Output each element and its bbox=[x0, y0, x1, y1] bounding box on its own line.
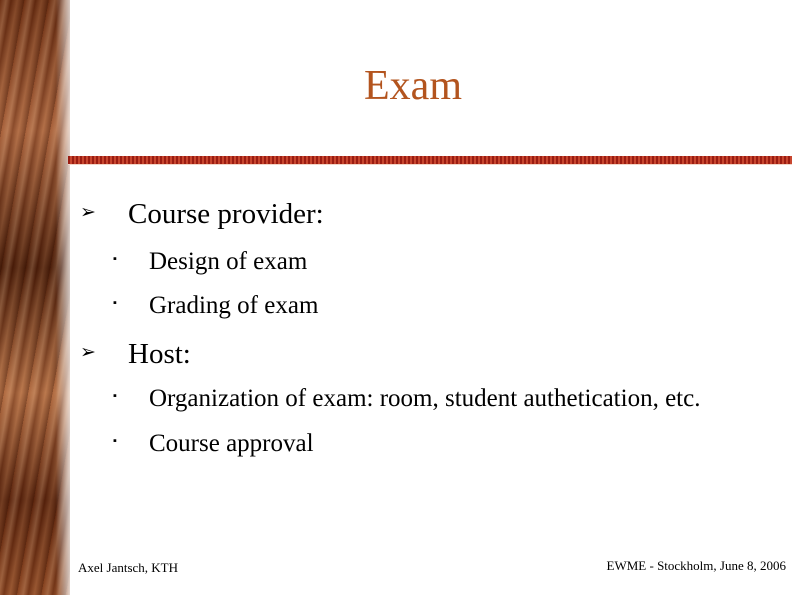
arrow-bullet-icon: ➢ bbox=[80, 202, 96, 223]
square-bullet-icon: ▪ bbox=[113, 297, 117, 309]
bullet-text: Course provider: bbox=[128, 198, 324, 230]
square-bullet-icon: ▪ bbox=[113, 253, 117, 265]
subbullet-text: Organization of exam: room, student authetication, etc. bbox=[149, 385, 701, 412]
footer-event: EWME - Stockholm, June 8, 2006 bbox=[606, 558, 786, 573]
square-bullet-icon: ▪ bbox=[113, 390, 117, 402]
slide-title: Exam bbox=[364, 63, 462, 109]
subbullet-text: Grading of exam bbox=[149, 292, 319, 319]
title-divider bbox=[68, 156, 792, 164]
subbullet-text: Design of exam bbox=[149, 248, 308, 275]
subbullet-text: Course approval bbox=[149, 430, 314, 457]
square-bullet-icon: ▪ bbox=[113, 435, 117, 447]
bullet-text: Host: bbox=[128, 338, 191, 370]
arrow-bullet-icon: ➢ bbox=[80, 342, 96, 363]
footer-author: Axel Jantsch, KTH bbox=[78, 560, 179, 575]
